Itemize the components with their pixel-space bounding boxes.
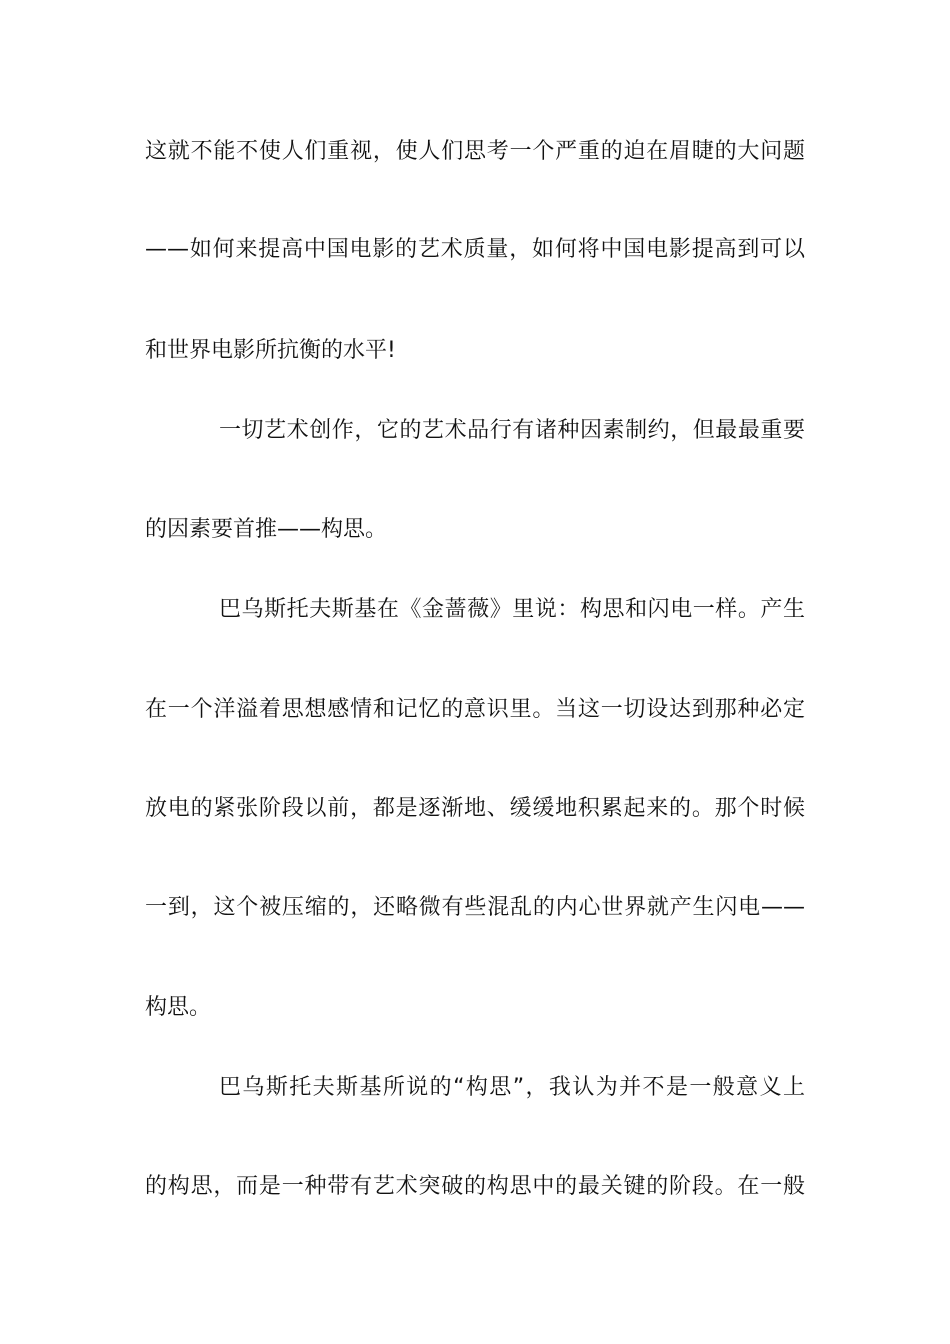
text-line: 放电的紧张阶段以前，都是逐渐地、缓缓地积累起来的。那个时候 (145, 796, 805, 821)
paragraph-first-line: 一切艺术创作，它的艺术品行有诸种因素制约，但最最重要 (219, 418, 805, 443)
paragraph-first-line: 巴乌斯托夫斯基所说的“构思”，我认为并不是一般意义上 (219, 1075, 805, 1100)
text-line: 一到，这个被压缩的，还略微有些混乱的内心世界就产生闪电—— (145, 895, 805, 920)
text-line: 和世界电影所抗衡的水平! (145, 338, 396, 363)
text-line: 的因素要首推——构思。 (145, 517, 388, 542)
text-line: 在一个洋溢着思想感情和记忆的意识里。当这一切设达到那种必定 (145, 697, 805, 722)
text-line: 构思。 (145, 995, 212, 1020)
text-line: 这就不能不使人们重视，使人们思考一个严重的迫在眉睫的大问题 (145, 139, 805, 164)
paragraph-first-line: 巴乌斯托夫斯基在《金蔷薇》里说：构思和闪电一样。产生 (219, 597, 805, 622)
text-line: ——如何来提高中国电影的艺术质量，如何将中国电影提高到可以 (145, 237, 805, 262)
text-line: 的构思，而是一种带有艺术突破的构思中的最关键的阶段。在一般 (145, 1174, 805, 1199)
